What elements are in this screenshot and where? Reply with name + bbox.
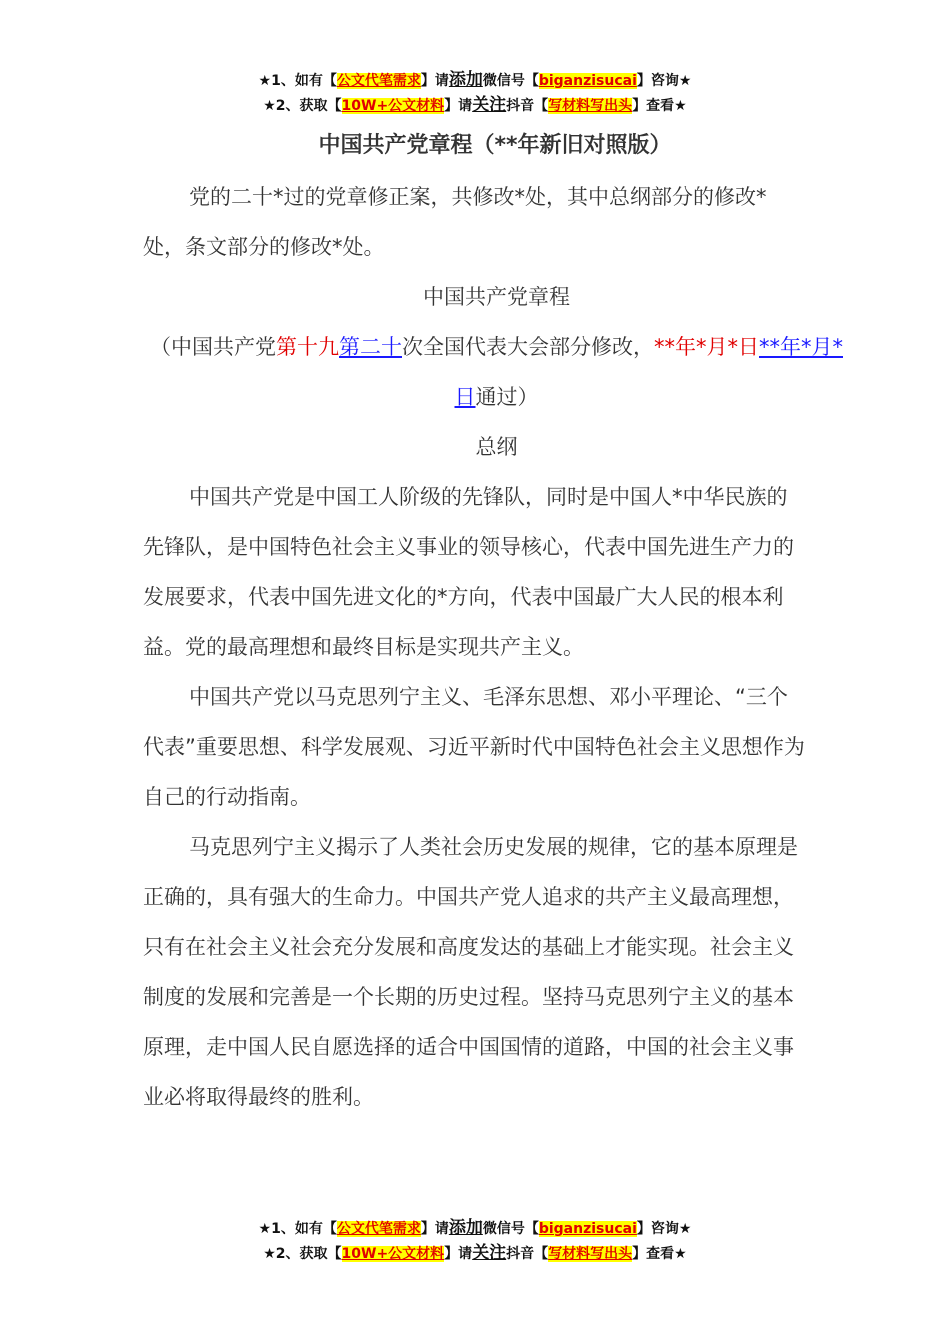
intro-paragraph: 党的二十*过的党章修正案，共修改*处，其中总纲部分的修改*处，条文部分的修改*处。	[143, 185, 767, 259]
banner-line-1: ★1、如有【公文代笔需求】请添加微信号【biganzisucai】咨询★	[258, 70, 692, 90]
old-date: **年*月*日	[654, 335, 759, 359]
highlight-service: 公文代笔需求	[336, 1221, 421, 1237]
paragraph-3: 马克思列宁主义揭示了人类社会历史发展的规律，它的基本原理是正确的，具有强大的生命力。中国共产党人追求的共产主义最高理想，只有在社会主义社会充分发展和高度发达的基础上才能实现。社会主义制度的发展和完善是一个长期的历史过程。坚持马克思列宁主义的基本原理，走中国人民自愿选择的适合中国国情的道路，中国的社会主义事业必将取得最终的胜利。	[143, 835, 798, 1109]
paragraph-1: 中国共产党是中国工人阶级的先锋队，同时是中国人*中华民族的先锋队，是中国特色社会主义事业的领导核心，代表中国先进生产力的发展要求，代表中国先进文化的*方向，代表中国最广大人民的根本利益。党的最高理想和最终目标是实现共产主义。	[143, 485, 794, 659]
highlight-materials: 10W+公文材料	[341, 1246, 445, 1262]
douyin-account: 写材料写出头	[548, 1246, 633, 1262]
highlight-materials: 10W+公文材料	[341, 98, 445, 114]
new-congress: 第二十	[339, 335, 402, 359]
banner-line-2: ★2、获取【10W+公文材料】请关注抖音【写材料写出头】查看★	[263, 95, 687, 115]
section-heading: 总纲	[475, 435, 518, 459]
wechat-id: biganzisucai	[538, 73, 637, 89]
old-congress: 第十九	[276, 335, 339, 359]
subtitle: 中国共产党章程	[423, 285, 570, 309]
highlight-service: 公文代笔需求	[336, 73, 421, 89]
document-title: 中国共产党章程（**年新旧对照版）	[318, 133, 672, 158]
banner-line-1: ★1、如有【公文代笔需求】请添加微信号【biganzisucai】咨询★	[258, 1218, 692, 1238]
new-date: **年*月*日	[454, 335, 843, 409]
wechat-id: biganzisucai	[538, 1221, 637, 1237]
banner-line-2: ★2、获取【10W+公文材料】请关注抖音【写材料写出头】查看★	[263, 1243, 687, 1263]
douyin-account: 写材料写出头	[548, 98, 633, 114]
footer-banner	[0, 1216, 950, 1266]
paragraph-2: 中国共产党以马克思列宁主义、毛泽东思想、邓小平理论、“三个代表”重要思想、科学发展观、习近平新时代中国特色社会主义思想作为自己的行动指南。	[143, 685, 805, 809]
header-banner	[0, 68, 950, 118]
amendment-note: （中国共产党第十九第二十次全国代表大会部分修改，**年*月*日**年*月*日通过）	[150, 335, 843, 409]
